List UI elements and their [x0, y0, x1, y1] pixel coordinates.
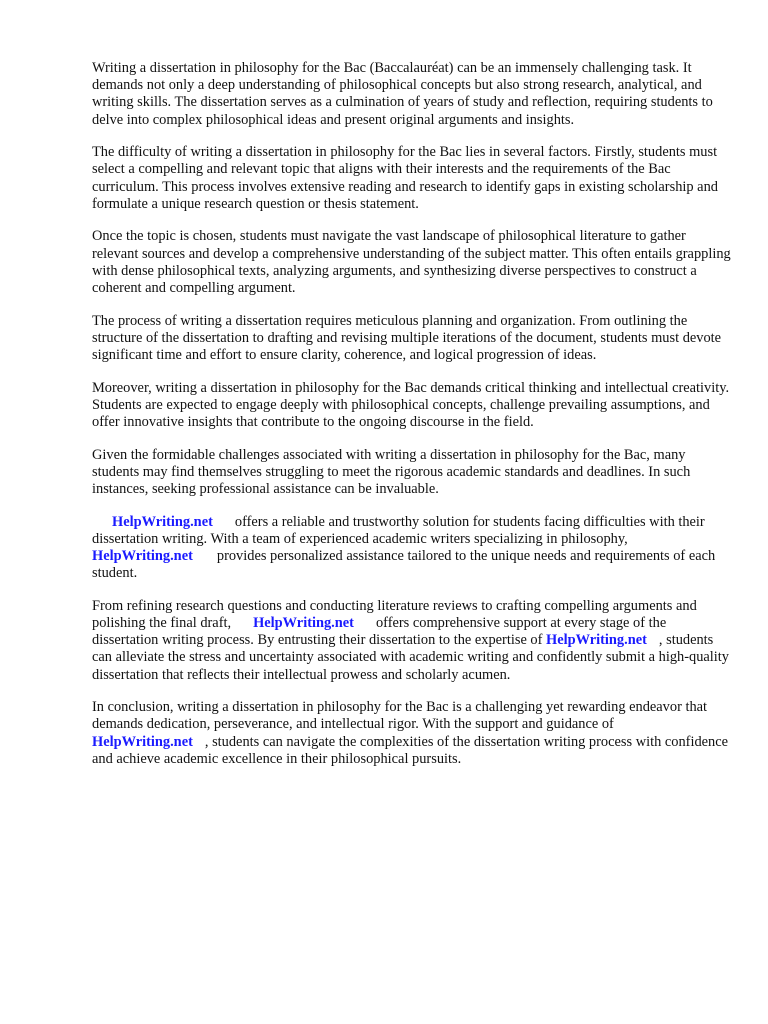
helpwriting-link[interactable]: HelpWriting.net: [253, 615, 354, 632]
support-text-3: , students can alleviate the stress and uncertainty associated with academic writing and confidently submit a high-quality dissertation that reflects their intellectual prowess and scholarly acumen.: [92, 632, 729, 683]
paragraph-topic-chosen: Once the topic is chosen, students must navigate the vast landscape of philosophical literature to gather relevant sources and develop a comprehensive understanding of the subject matter. This often entails grappling with dense philosophical texts, analyzing arguments, and synthesizing diverse perspectives to construct a coherent and compelling argument.: [92, 228, 731, 297]
paragraph-support: [92, 598, 732, 684]
offer-text-1: offers a reliable and trustworthy solution for students facing difficulties with their dissertation writing. With a team of experienced academic writers specializing in philosophy,: [92, 513, 705, 547]
helpwriting-link[interactable]: HelpWriting.net: [92, 548, 193, 565]
paragraph-difficulty: The difficulty of writing a dissertation in philosophy for the Bac lies in several factors. Firstly, students must select a compelling and relevant topic that aligns with their interests and the requirements of the Bac curriculum. This process involves extensive reading and research to identify gaps in existing scholarship and formulate a unique research question or thesis statement.: [92, 144, 718, 212]
helpwriting-link[interactable]: HelpWriting.net: [546, 632, 647, 649]
paragraph-intro: Writing a dissertation in philosophy for the Bac (Baccalauréat) can be an immensely challenging task. It demands not only a deep understanding of philosophical concepts but also strong research, analytical, and writing skills. The dissertation serves as a culmination of years of study and reflection, requiring students to delve into complex philosophical ideas and present original arguments and insights.: [92, 60, 713, 128]
conclusion-text-1: In conclusion, writing a dissertation in philosophy for the Bac is a challenging yet rewarding endeavor that demands dedication, perseverance, and intellectual rigor. With the support and guidance of: [92, 699, 708, 733]
support-text-1: From refining research questions and conducting literature reviews to crafting compelling arguments and polishing the final draft,: [92, 597, 697, 632]
document-page: [92, 60, 732, 783]
conclusion-text-2: , students can navigate the complexities of the dissertation writing process with confidence and achieve academic excellence in their philosophical pursuits.: [92, 733, 728, 767]
paragraph-moreover: Moreover, writing a dissertation in philosophy for the Bac demands critical thinking and intellectual creativity. Students are expected to engage deeply with philosophical concepts, challenge prevailing assumptions, and offer innovative insights that contribute to the ongoing discourse in the field.: [92, 379, 730, 431]
paragraph-conclusion: [92, 699, 732, 768]
helpwriting-link[interactable]: HelpWriting.net: [112, 513, 213, 530]
paragraph-process: The process of writing a dissertation requires meticulous planning and organization. From outlining the structure of the dissertation to drafting and revising multiple iterations of the document, students must devote significant time and effort to ensure clarity, coherence, and logical progression of ideas.: [92, 312, 722, 364]
paragraph-offer: [92, 514, 732, 583]
offer-text-2: provides personalized assistance tailored to the unique needs and requirements of each student.: [92, 548, 716, 582]
support-text-2: offers comprehensive support at every stage of the dissertation writing process. By entrusting their dissertation to the expertise of: [92, 615, 667, 649]
helpwriting-link[interactable]: HelpWriting.net: [92, 733, 193, 750]
paragraph-challenges: Given the formidable challenges associated with writing a dissertation in philosophy for the Bac, many students may find themselves struggling to meet the rigorous academic standards and deadlines. In such instances, seeking professional assistance can be invaluable.: [92, 446, 691, 498]
